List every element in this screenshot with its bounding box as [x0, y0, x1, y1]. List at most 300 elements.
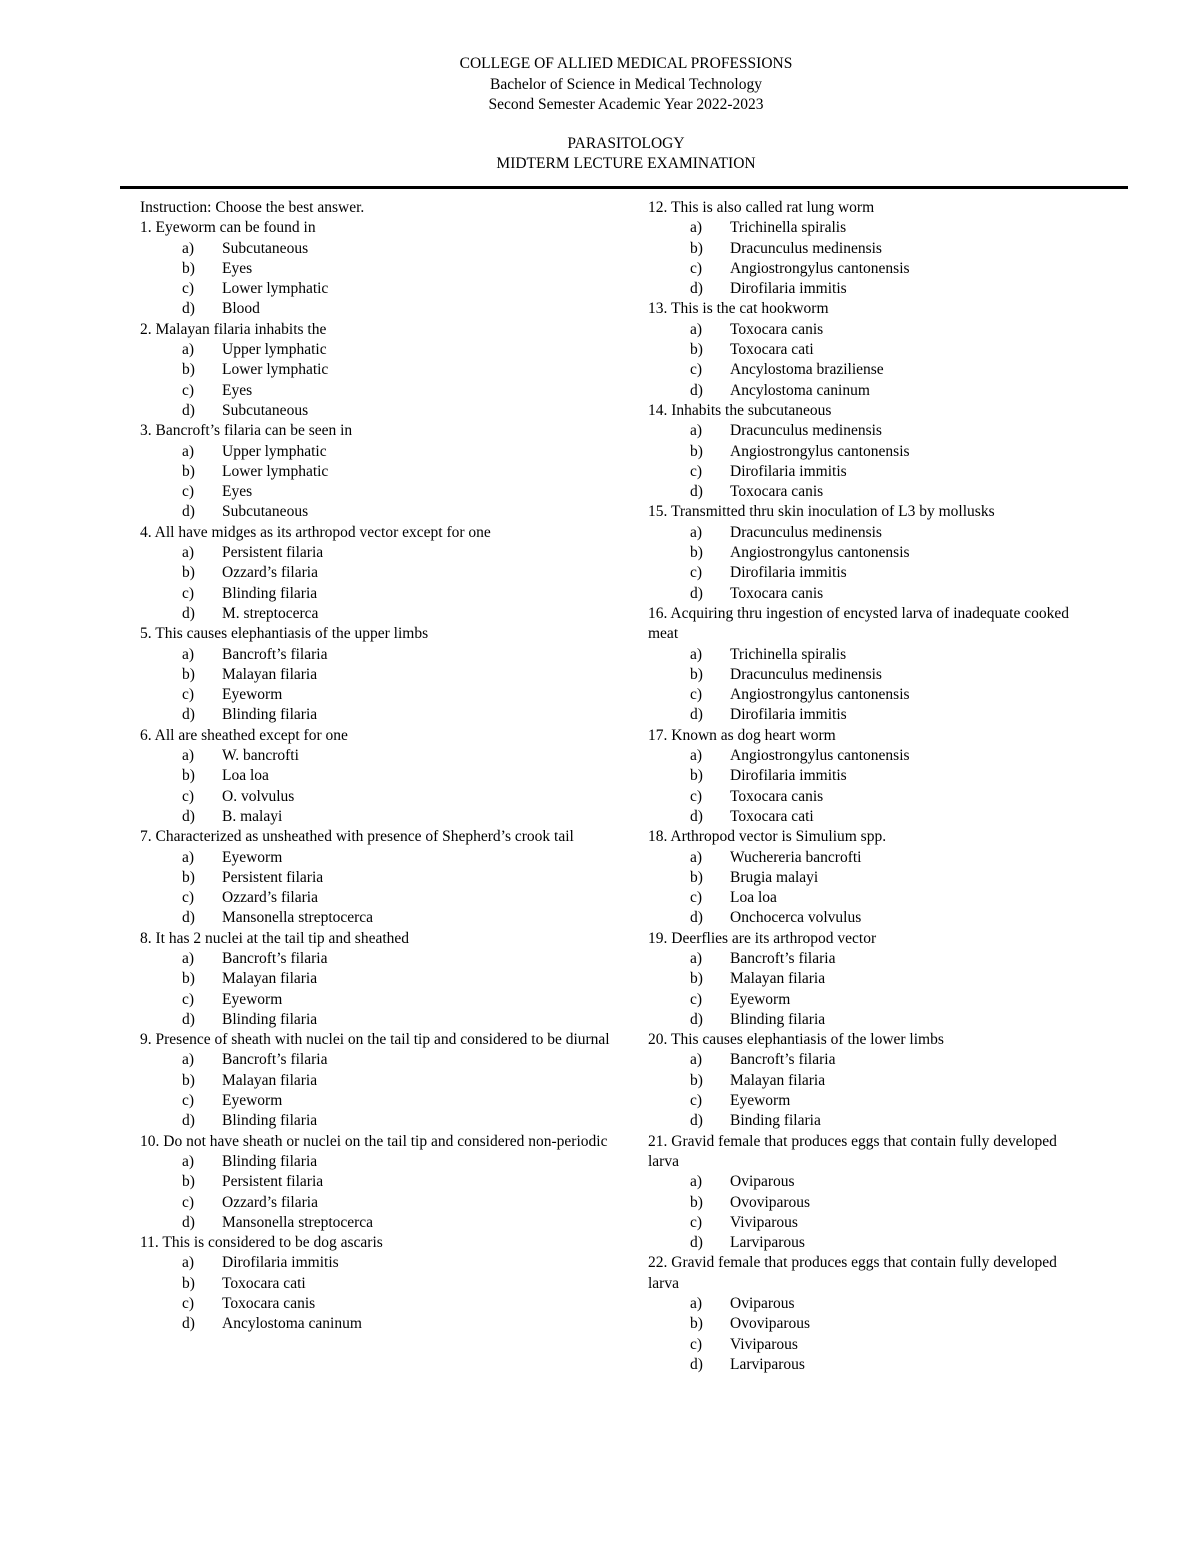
- option-letter: c): [182, 990, 195, 1008]
- option-text: Upper lymphatic: [222, 442, 327, 460]
- answer-option: [648, 908, 1088, 928]
- option-text: Subcutaneous: [222, 503, 309, 521]
- option-text: Toxocara canis: [222, 1295, 316, 1313]
- option-text: Dracunculus medinensis: [730, 239, 882, 257]
- answer-option: [648, 665, 1088, 685]
- option-letter: d): [182, 1112, 195, 1130]
- option-letter: a): [690, 645, 703, 663]
- option-letter: c): [182, 889, 195, 907]
- answer-option: [648, 1355, 1088, 1375]
- option-text: Ovoviparous: [730, 1193, 811, 1211]
- answer-option: [140, 584, 610, 604]
- answer-option: [140, 969, 610, 989]
- answer-option: [140, 1152, 610, 1172]
- answer-option: [140, 360, 610, 380]
- option-letter: c): [690, 462, 703, 480]
- option-text: Oviparous: [730, 1173, 795, 1191]
- answer-option: [648, 442, 1088, 462]
- option-text: Toxocara canis: [730, 483, 824, 501]
- answer-option: [140, 401, 610, 421]
- option-text: Lower lymphatic: [222, 280, 329, 298]
- answer-option: [648, 1335, 1088, 1355]
- option-letter: b): [690, 1315, 703, 1333]
- option-text: Malayan filaria: [222, 970, 318, 988]
- option-letter: c): [690, 361, 703, 379]
- option-letter: b): [690, 442, 703, 460]
- answer-option: [140, 381, 610, 401]
- subject-title: PARASITOLOGY: [567, 134, 685, 152]
- question-text: 18. Arthropod vector is Simulium spp.: [648, 828, 887, 846]
- option-text: Brugia malayi: [730, 868, 819, 886]
- question-block: [648, 502, 1088, 603]
- question-text: 1. Eyeworm can be found in: [140, 219, 316, 237]
- question-block: [140, 1030, 610, 1131]
- option-text: Trichinella spiralis: [730, 219, 847, 237]
- answer-option: [140, 848, 610, 868]
- option-letter: a): [182, 239, 195, 257]
- question-block: [648, 726, 1088, 827]
- answer-option: [140, 1253, 610, 1273]
- answer-option: [648, 218, 1088, 238]
- option-text: Trichinella spiralis: [730, 645, 847, 663]
- option-text: Blinding filaria: [222, 1010, 318, 1028]
- option-letter: d): [690, 1355, 703, 1373]
- question-block: [648, 1253, 1088, 1375]
- option-text: Persistent filaria: [222, 868, 324, 886]
- option-text: Blinding filaria: [222, 1112, 318, 1130]
- option-letter: c): [690, 1213, 703, 1231]
- answer-option: [140, 705, 610, 725]
- option-letter: d): [690, 584, 703, 602]
- option-text: Blinding filaria: [222, 584, 318, 602]
- answer-option: [648, 1050, 1088, 1070]
- option-letter: d): [182, 401, 195, 419]
- answer-option: [648, 1294, 1088, 1314]
- answer-option: [648, 1213, 1088, 1233]
- answer-option: [140, 665, 610, 685]
- option-letter: c): [690, 889, 703, 907]
- option-letter: b): [182, 259, 195, 277]
- answer-option: [140, 239, 610, 259]
- option-text: Upper lymphatic: [222, 341, 327, 359]
- question-block: [140, 929, 610, 1030]
- option-text: Loa loa: [222, 767, 269, 785]
- answer-option: [648, 543, 1088, 563]
- option-letter: d): [182, 300, 195, 318]
- answer-option: [140, 990, 610, 1010]
- option-letter: c): [690, 259, 703, 277]
- option-letter: b): [690, 970, 703, 988]
- option-text: Ancylostoma caninum: [222, 1315, 362, 1333]
- option-letter: a): [690, 320, 703, 338]
- answer-option: [140, 949, 610, 969]
- answer-option: [140, 1111, 610, 1131]
- question-text: 15. Transmitted thru skin inoculation of L3 by mollusks: [648, 503, 995, 521]
- question-text: 4. All have midges as its arthropod vector except for one: [140, 523, 491, 541]
- option-letter: d): [690, 280, 703, 298]
- option-letter: d): [182, 909, 195, 927]
- question-block: [648, 1132, 1088, 1254]
- answer-option: [648, 421, 1088, 441]
- option-text: Malayan filaria: [730, 1071, 826, 1089]
- answer-option: [648, 1111, 1088, 1131]
- option-text: Toxocara cati: [730, 341, 814, 359]
- option-text: Ozzard’s filaria: [222, 1193, 318, 1211]
- answer-option: [648, 705, 1088, 725]
- answer-option: [648, 766, 1088, 786]
- question-text: 16. Acquiring thru ingestion of encysted larva of inadequate cooked meat: [648, 604, 1069, 643]
- option-letter: c): [182, 1193, 195, 1211]
- answer-option: [648, 1071, 1088, 1091]
- answer-option: [648, 381, 1088, 401]
- option-text: Dirofilaria immitis: [222, 1254, 339, 1272]
- option-text: Bancroft’s filaria: [222, 949, 328, 967]
- answer-option: [140, 299, 610, 319]
- option-letter: a): [690, 523, 703, 541]
- option-text: Toxocara cati: [730, 807, 814, 825]
- option-text: Eyeworm: [222, 990, 283, 1008]
- option-text: B. malayi: [222, 807, 283, 825]
- option-text: Binding filaria: [730, 1112, 821, 1130]
- answer-option: [140, 868, 610, 888]
- option-letter: a): [182, 848, 195, 866]
- option-letter: c): [690, 990, 703, 1008]
- option-text: Ozzard’s filaria: [222, 889, 318, 907]
- option-text: Malayan filaria: [222, 665, 318, 683]
- answer-option: [648, 1010, 1088, 1030]
- answer-option: [648, 584, 1088, 604]
- option-letter: c): [690, 1092, 703, 1110]
- option-text: Eyes: [222, 483, 253, 501]
- option-letter: c): [182, 483, 195, 501]
- option-letter: d): [182, 503, 195, 521]
- option-text: Ancylostoma caninum: [730, 381, 870, 399]
- option-text: Toxocara canis: [730, 787, 824, 805]
- option-text: Toxocara canis: [730, 320, 824, 338]
- option-text: Eyeworm: [222, 848, 283, 866]
- option-text: Subcutaneous: [222, 239, 309, 257]
- option-letter: c): [690, 686, 703, 704]
- instruction: Instruction: Choose the best answer.: [140, 199, 365, 216]
- option-text: Ozzard’s filaria: [222, 564, 318, 582]
- option-text: Ovoviparous: [730, 1315, 811, 1333]
- option-letter: b): [690, 665, 703, 683]
- answer-option: [140, 604, 610, 624]
- answer-option: [648, 1193, 1088, 1213]
- option-letter: b): [182, 970, 195, 988]
- question-block: [140, 726, 610, 827]
- answer-option: [140, 746, 610, 766]
- option-text: Bancroft’s filaria: [730, 1051, 836, 1069]
- option-letter: d): [690, 381, 703, 399]
- question-block: [140, 1233, 610, 1334]
- option-text: Onchocerca volvulus: [730, 909, 862, 927]
- question-text: 7. Characterized as unsheathed with presence of Shepherd’s crook tail: [140, 828, 574, 846]
- question-block: [648, 1030, 1088, 1131]
- answer-option: [140, 1010, 610, 1030]
- option-letter: b): [182, 462, 195, 480]
- option-text: Dirofilaria immitis: [730, 706, 847, 724]
- answer-option: [648, 969, 1088, 989]
- question-text: 14. Inhabits the subcutaneous: [648, 401, 832, 419]
- option-letter: d): [690, 807, 703, 825]
- option-letter: a): [182, 1152, 195, 1170]
- option-letter: c): [690, 564, 703, 582]
- answer-option: [140, 908, 610, 928]
- question-block: [140, 421, 610, 522]
- option-letter: d): [182, 1010, 195, 1028]
- answer-option: [648, 746, 1088, 766]
- option-letter: b): [690, 1071, 703, 1089]
- answer-option: [648, 848, 1088, 868]
- question-block: [648, 827, 1088, 928]
- question-text: 12. This is also called rat lung worm: [648, 199, 875, 216]
- college-name: COLLEGE OF ALLIED MEDICAL PROFESSIONS: [459, 55, 793, 72]
- answer-option: [140, 1071, 610, 1091]
- question-block: [140, 624, 610, 725]
- answer-option: [140, 442, 610, 462]
- answer-option: [648, 1233, 1088, 1253]
- option-text: Malayan filaria: [730, 970, 826, 988]
- option-text: Bancroft’s filaria: [730, 949, 836, 967]
- option-text: Loa loa: [730, 889, 777, 907]
- option-letter: d): [182, 1213, 195, 1231]
- question-text: 9. Presence of sheath with nuclei on the tail tip and considered to be diurnal: [140, 1031, 610, 1049]
- option-letter: d): [690, 909, 703, 927]
- option-letter: d): [690, 1234, 703, 1252]
- question-text: 5. This causes elephantiasis of the upper limbs: [140, 625, 429, 643]
- option-text: Eyeworm: [222, 1092, 283, 1110]
- option-letter: b): [690, 1193, 703, 1211]
- answer-option: [140, 685, 610, 705]
- option-letter: b): [182, 665, 195, 683]
- answer-option: [140, 543, 610, 563]
- option-text: Blinding filaria: [730, 1010, 826, 1028]
- question-text: 17. Known as dog heart worm: [648, 726, 836, 744]
- answer-option: [140, 807, 610, 827]
- option-letter: c): [182, 686, 195, 704]
- option-text: Dracunculus medinensis: [730, 665, 882, 683]
- question-block: [140, 523, 610, 624]
- option-letter: d): [182, 706, 195, 724]
- option-letter: d): [690, 706, 703, 724]
- question-block: [648, 604, 1088, 726]
- answer-option: [140, 563, 610, 583]
- option-letter: b): [690, 767, 703, 785]
- option-text: Larviparous: [730, 1234, 805, 1252]
- question-text: 19. Deerflies are its arthropod vector: [648, 929, 877, 947]
- question-text: 10. Do not have sheath or nuclei on the tail tip and considered non-periodic: [140, 1132, 608, 1150]
- question-block: [140, 1132, 610, 1233]
- option-text: Angiostrongylus cantonensis: [730, 747, 910, 765]
- option-text: Dirofilaria immitis: [730, 564, 847, 582]
- option-text: Angiostrongylus cantonensis: [730, 686, 910, 704]
- option-letter: b): [690, 239, 703, 257]
- option-letter: a): [182, 949, 195, 967]
- option-text: M. streptocerca: [222, 604, 319, 622]
- question-text: 8. It has 2 nuclei at the tail tip and sheathed: [140, 929, 410, 947]
- option-text: Viviparous: [730, 1213, 798, 1231]
- program-name: Bachelor of Science in Medical Technology: [490, 75, 762, 93]
- answer-option: [648, 259, 1088, 279]
- answer-option: [140, 259, 610, 279]
- answer-option: [140, 1091, 610, 1111]
- option-text: Eyes: [222, 259, 253, 277]
- exam-title: MIDTERM LECTURE EXAMINATION: [496, 155, 756, 172]
- option-letter: c): [182, 1092, 195, 1110]
- option-letter: c): [182, 280, 195, 298]
- option-letter: a): [182, 1254, 195, 1272]
- option-text: Wuchereria bancrofti: [730, 848, 862, 866]
- answer-option: [648, 645, 1088, 665]
- answer-option: [648, 807, 1088, 827]
- option-letter: b): [690, 544, 703, 562]
- option-text: Lower lymphatic: [222, 361, 329, 379]
- option-text: Ancylostoma braziliense: [730, 361, 884, 379]
- option-text: Eyeworm: [730, 990, 791, 1008]
- option-letter: c): [690, 787, 703, 805]
- option-letter: a): [690, 1051, 703, 1069]
- answer-option: [140, 1172, 610, 1192]
- answer-option: [140, 787, 610, 807]
- answer-option: [140, 340, 610, 360]
- answer-option: [140, 279, 610, 299]
- option-letter: a): [690, 422, 703, 440]
- option-letter: a): [690, 1173, 703, 1191]
- answer-option: [648, 1314, 1088, 1334]
- option-text: Angiostrongylus cantonensis: [730, 259, 910, 277]
- option-letter: d): [182, 1315, 195, 1333]
- option-letter: b): [690, 341, 703, 359]
- answer-option: [140, 1050, 610, 1070]
- option-letter: b): [182, 1274, 195, 1292]
- answer-option: [648, 523, 1088, 543]
- option-letter: a): [690, 747, 703, 765]
- option-letter: a): [182, 442, 195, 460]
- question-block: [648, 929, 1088, 1030]
- option-letter: b): [182, 868, 195, 886]
- option-letter: d): [182, 807, 195, 825]
- answer-option: [648, 462, 1088, 482]
- option-letter: b): [690, 868, 703, 886]
- option-text: Toxocara cati: [222, 1274, 306, 1292]
- option-letter: a): [182, 341, 195, 359]
- answer-option: [140, 645, 610, 665]
- option-text: Persistent filaria: [222, 1173, 324, 1191]
- option-text: Persistent filaria: [222, 544, 324, 562]
- right-column: [648, 198, 1088, 1375]
- answer-option: [648, 239, 1088, 259]
- exam-header: [0, 54, 1200, 175]
- option-text: Dirofilaria immitis: [730, 767, 847, 785]
- answer-option: [648, 563, 1088, 583]
- question-text: 3. Bancroft’s filaria can be seen in: [140, 422, 353, 440]
- option-text: Dirofilaria immitis: [730, 462, 847, 480]
- option-letter: a): [690, 1295, 703, 1313]
- option-text: Bancroft’s filaria: [222, 1051, 328, 1069]
- answer-option: [140, 502, 610, 522]
- option-text: Angiostrongylus cantonensis: [730, 544, 910, 562]
- option-letter: c): [182, 787, 195, 805]
- option-text: Dracunculus medinensis: [730, 422, 882, 440]
- option-letter: d): [690, 483, 703, 501]
- option-letter: a): [182, 544, 195, 562]
- question-text: 21. Gravid female that produces eggs that contain fully developed larva: [648, 1132, 1057, 1170]
- option-letter: b): [182, 361, 195, 379]
- left-column: [140, 198, 610, 1335]
- answer-option: [140, 462, 610, 482]
- option-letter: a): [690, 949, 703, 967]
- option-text: Eyeworm: [222, 686, 283, 704]
- option-text: Blinding filaria: [222, 1152, 318, 1170]
- option-letter: a): [182, 645, 195, 663]
- option-text: Dirofilaria immitis: [730, 280, 847, 298]
- option-text: Oviparous: [730, 1295, 795, 1313]
- option-text: Bancroft’s filaria: [222, 645, 328, 663]
- answer-option: [140, 766, 610, 786]
- option-text: Eyeworm: [730, 1092, 791, 1110]
- option-text: W. bancrofti: [222, 747, 299, 765]
- header-divider: [120, 186, 1128, 189]
- option-text: Dracunculus medinensis: [730, 523, 882, 541]
- question-text: 11. This is considered to be dog ascaris: [140, 1234, 383, 1252]
- question-block: [140, 320, 610, 421]
- answer-option: [648, 990, 1088, 1010]
- option-text: Blood: [222, 300, 260, 318]
- option-letter: b): [182, 1173, 195, 1191]
- option-text: Viviparous: [730, 1335, 798, 1353]
- option-letter: b): [182, 564, 195, 582]
- answer-option: [648, 482, 1088, 502]
- answer-option: [648, 1172, 1088, 1192]
- option-letter: c): [690, 1335, 703, 1353]
- question-text: 6. All are sheathed except for one: [140, 726, 348, 744]
- option-letter: d): [182, 604, 195, 622]
- semester: Second Semester Academic Year 2022-2023: [488, 96, 764, 113]
- option-letter: c): [182, 584, 195, 602]
- option-text: Lower lymphatic: [222, 462, 329, 480]
- option-letter: c): [182, 1295, 195, 1313]
- option-letter: d): [690, 1112, 703, 1130]
- option-letter: a): [182, 1051, 195, 1069]
- answer-option: [648, 279, 1088, 299]
- option-letter: c): [182, 381, 195, 399]
- option-text: Malayan filaria: [222, 1071, 318, 1089]
- answer-option: [140, 1294, 610, 1314]
- answer-option: [140, 1213, 610, 1233]
- option-text: O. volvulus: [222, 787, 295, 805]
- answer-option: [140, 1314, 610, 1334]
- option-text: Mansonella streptocerca: [222, 1213, 374, 1231]
- question-text: 22. Gravid female that produces eggs that contain fully developed larva: [648, 1254, 1057, 1292]
- option-letter: b): [182, 767, 195, 785]
- answer-option: [648, 340, 1088, 360]
- option-letter: a): [182, 747, 195, 765]
- option-text: Mansonella streptocerca: [222, 909, 374, 927]
- answer-option: [140, 482, 610, 502]
- option-letter: d): [690, 1010, 703, 1028]
- answer-option: [648, 1091, 1088, 1111]
- option-text: Eyes: [222, 381, 253, 399]
- question-block: [140, 218, 610, 319]
- answer-option: [140, 888, 610, 908]
- question-block: [648, 401, 1088, 502]
- option-letter: a): [690, 848, 703, 866]
- question-text: 20. This causes elephantiasis of the lower limbs: [648, 1031, 944, 1049]
- question-block: [140, 827, 610, 928]
- option-text: Angiostrongylus cantonensis: [730, 442, 910, 460]
- answer-option: [648, 320, 1088, 340]
